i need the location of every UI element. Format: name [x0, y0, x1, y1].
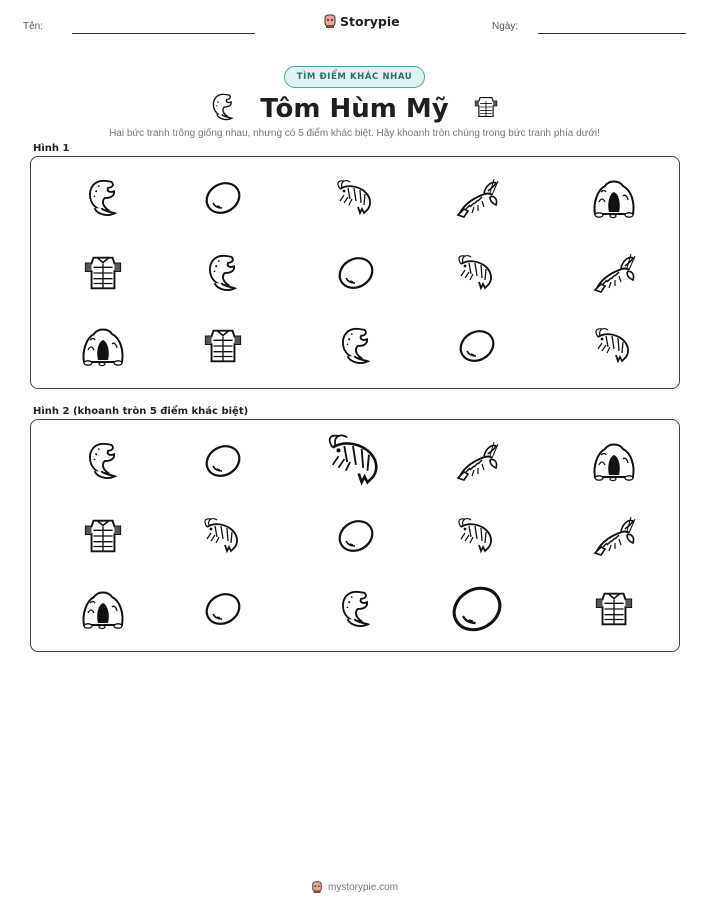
claw-icon[interactable]: [73, 431, 133, 491]
storypie-mascot-icon: [311, 880, 323, 894]
lobster-icon[interactable]: [584, 506, 644, 566]
activity-badge: TÌM ĐIỂM KHÁC NHAU: [284, 66, 425, 88]
footer: [0, 880, 709, 894]
title-armor-icon: [473, 94, 499, 124]
egg-icon[interactable]: [193, 431, 253, 491]
lobster-icon: [447, 168, 507, 228]
claw-icon: [326, 316, 386, 376]
lobster-icon[interactable]: [447, 431, 507, 491]
egg-icon[interactable]: [447, 579, 507, 639]
instructions: Hai bức tranh trông giống nhau, nhưng có 5 điểm khác biệt. Hãy khoanh tròn chúng trong bức tranh phía dưới!: [109, 128, 600, 139]
cave-icon: [73, 316, 133, 376]
claw-icon[interactable]: [326, 579, 386, 639]
claw-icon: [193, 243, 253, 303]
shrimp-icon: [584, 316, 644, 376]
brand-name: Storypie: [340, 13, 400, 29]
egg-icon: [193, 168, 253, 228]
title-row: [0, 90, 709, 128]
egg-icon: [326, 243, 386, 303]
date-label: Ngày:: [492, 21, 519, 32]
picture2-label: Hình 2 (khoanh tròn 5 điểm khác biệt): [33, 406, 249, 417]
egg-icon[interactable]: [326, 506, 386, 566]
cave-icon: [584, 168, 644, 228]
lobster-icon: [584, 243, 644, 303]
egg-icon: [447, 316, 507, 376]
date-line[interactable]: [538, 33, 686, 34]
armor-icon[interactable]: [584, 579, 644, 639]
page-title: Tôm Hùm Mỹ: [260, 94, 449, 124]
shrimp-icon: [326, 168, 386, 228]
storypie-mascot-icon: [323, 13, 337, 29]
footer-url: mystorypie.com: [327, 881, 398, 893]
armor-icon: [193, 316, 253, 376]
cave-icon[interactable]: [584, 431, 644, 491]
picture1-label: Hình 1: [33, 143, 70, 154]
name-label: Tên:: [23, 21, 44, 32]
shrimp-icon[interactable]: [326, 431, 386, 491]
armor-icon: [73, 243, 133, 303]
egg-icon[interactable]: [193, 579, 253, 639]
claw-icon: [73, 168, 133, 228]
name-line[interactable]: [72, 33, 255, 34]
shrimp-icon: [447, 243, 507, 303]
shrimp-icon[interactable]: [193, 506, 253, 566]
armor-icon[interactable]: [73, 506, 133, 566]
cave-icon[interactable]: [73, 579, 133, 639]
brand-logo: [323, 13, 400, 29]
title-claw-icon: [210, 92, 236, 126]
shrimp-icon[interactable]: [447, 506, 507, 566]
